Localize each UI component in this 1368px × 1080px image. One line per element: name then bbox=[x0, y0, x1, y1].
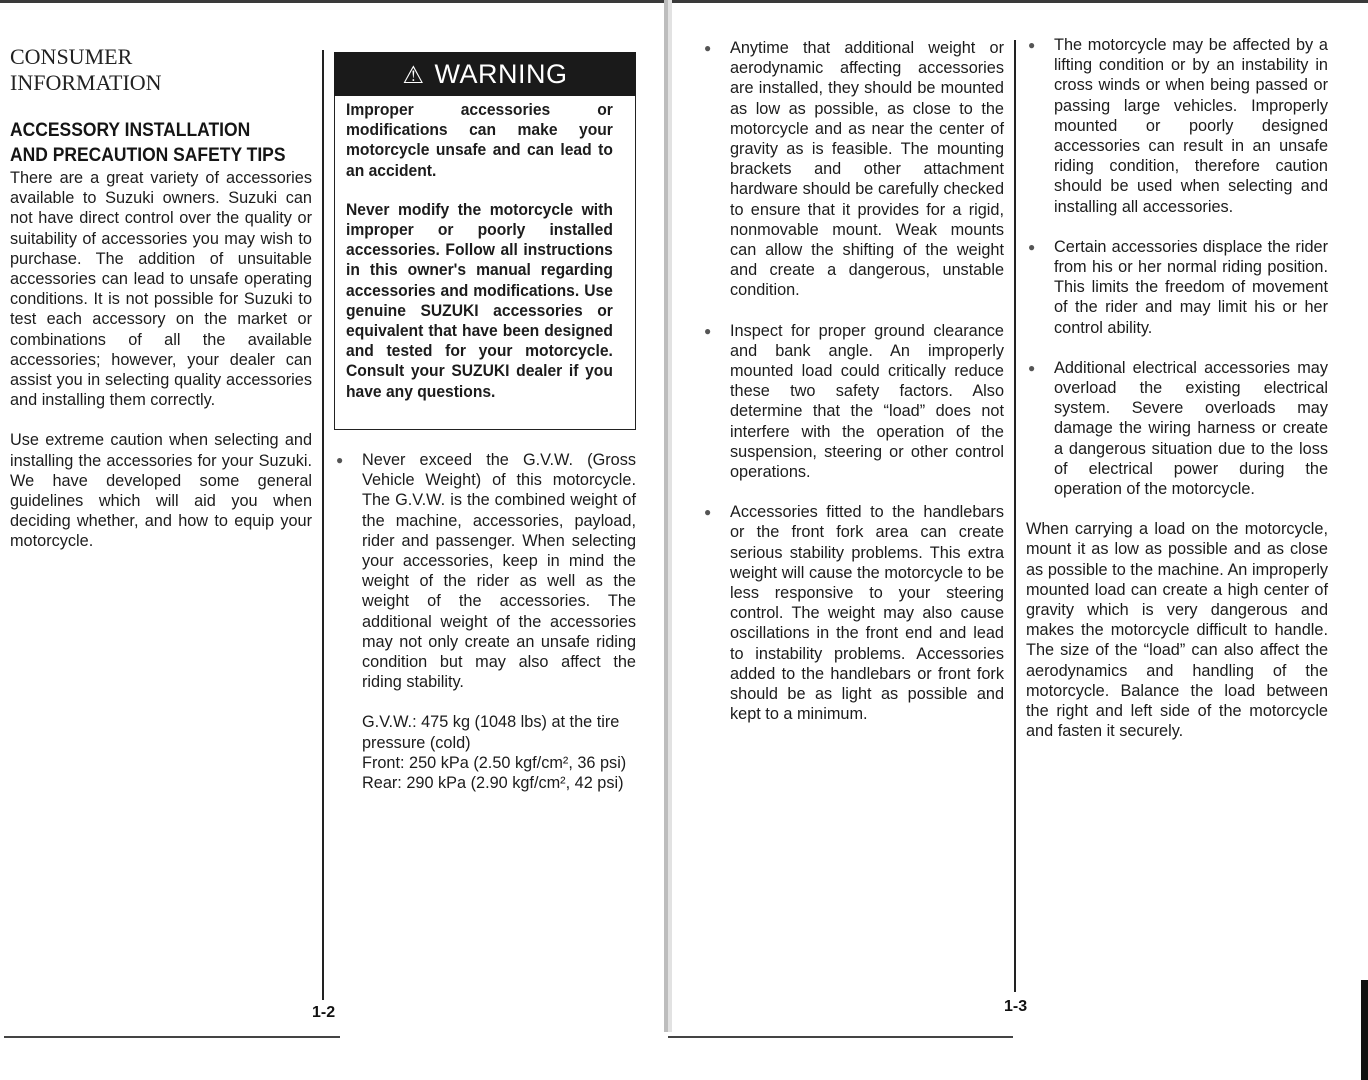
bullet-electrical bbox=[1026, 358, 1328, 499]
right-page-bottom-edge bbox=[668, 1036, 1013, 1038]
right-column-2 bbox=[1026, 35, 1328, 742]
bullet-icon: ● bbox=[704, 505, 712, 520]
bullet-mounting bbox=[702, 38, 1004, 301]
gvw-bullet-text: Never exceed the G.V.W. (Gross Vehicle Weight) of this motorcycle. The G.V.W. is the combined weight of the machine, accessories, payload, rider and passenger. When selecting your accessories, keep in mind the weight of the rider as well as the weight of the accessories. The additional weight of the accessories may not only create an unsafe riding condition but may also affect the riding stability. bbox=[362, 451, 636, 692]
bullet-icon: ● bbox=[704, 41, 712, 55]
right-column-1 bbox=[702, 38, 1004, 725]
bullet-icon: ● bbox=[704, 323, 712, 338]
section-title bbox=[10, 44, 162, 96]
warning-title: WARNING bbox=[434, 59, 568, 89]
accessory-heading: ACCESSORY INSTALLATION AND PRECAUTION SAFETY TIPS bbox=[10, 120, 286, 166]
book-spine-shadow bbox=[668, 0, 672, 1032]
warning-body bbox=[346, 100, 613, 421]
intro-paragraph-1: There are a great variety of accessories available to Suzuki owners. Suzuki can not have direct control over the quality or suitability of accessories you may wish to purchase. The addition of unsuitable accessories can lead to unsafe operating conditions. It is not possible for Suzuki to test each accessory on the market or combinations of all the available accessories; however, your dealer can assist you in selecting quality accessories and installing them correctly. bbox=[10, 169, 312, 410]
warning-paragraph-2: Never modify the motorcycle with improper or poorly installed accessories. Follow all instructions in this owner's manual regarding accessories and modifications. Use genuine SUZUKI accessories or equivalent that have been designed and tested for your motorcycle. Consult your SUZUKI dealer if you have any questions. bbox=[346, 200, 613, 401]
page-edge-mark bbox=[1361, 980, 1368, 1080]
page-number-right: 1-3 bbox=[1004, 998, 1028, 1015]
gvw-spec: G.V.W.: 475 kg (1048 lbs) at the tire pressure (cold) bbox=[362, 713, 620, 752]
bullet-crosswinds bbox=[1026, 35, 1328, 217]
load-paragraph: When carrying a load on the motorcycle, mount it as low as possible and as close as possible to the machine. An improperly mounted load can create a high center of gravity which is very dangerous and makes the motorcycle difficult to handle. The size of the “load” can also affect the aerodynamics and handling of the motorcycle. Balance the load between the right and left side of the motorcycle and fasten it securely. bbox=[1026, 520, 1328, 741]
rear-tire-pressure: Rear: 290 kPa (2.90 kgf/cm², 42 psi) bbox=[362, 774, 624, 793]
left-page-bottom-edge bbox=[4, 1036, 340, 1038]
gvw-bullet bbox=[334, 450, 636, 692]
bullet-crosswinds-text: The motorcycle may be affected by a lifting condition or by an instability in cross winds or when being passed or passing large vehicles. Improperly mounted or poorly designed accessories can result in an unsafe riding condition, therefore caution should be used when selecting and installing all accessories. bbox=[1054, 36, 1328, 216]
bullet-riding-position-text: Certain accessories displace the rider from his or her normal riding position. This limits the freedom of movement of the rider and may limit his or her control ability. bbox=[1054, 237, 1328, 337]
warning-triangle-icon: ⚠ bbox=[402, 62, 425, 89]
bullet-riding-position bbox=[1026, 237, 1328, 338]
right-column-divider bbox=[1014, 40, 1016, 992]
left-column-divider bbox=[322, 50, 324, 1000]
intro-paragraph-2: Use extreme caution when selecting and installing the accessories for your Suzuki. We have developed some general guidelines which will aid you when deciding whether, and how to equip your motorcycle. bbox=[10, 431, 312, 551]
warning-header bbox=[334, 52, 636, 96]
gvw-section bbox=[334, 450, 636, 793]
bullet-handlebars-text: Accessories fitted to the handlebars or the front fork area can create serious stability problems. This extra weight will cause the motorcycle to be less responsive to your steering control. The weight may also cause oscillations in the front end and lead to instability problems. Accessories added to the handlebars or front fork should be as light as possible and kept to a minimum. bbox=[730, 503, 1004, 724]
bullet-icon: ● bbox=[1028, 38, 1036, 52]
bullet-icon: ● bbox=[1028, 239, 1036, 254]
bullet-clearance-text: Inspect for proper ground clearance and bank angle. An improperly mounted load could critically reduce these two safety factors. Also determine that the “load” does not interfere with the operation of the suspension, steering or other control operations. bbox=[730, 321, 1004, 482]
page-top-edge bbox=[0, 0, 1368, 3]
section-title-line-2: INFORMATION bbox=[10, 70, 162, 95]
gvw-spec-block bbox=[334, 712, 636, 793]
bullet-electrical-text: Additional electrical accessories may overload the existing electrical system. Severe overloads may damage the wiring harness or create a dangerous situation due to the loss of electrical power during the operation of the motorcycle. bbox=[1054, 358, 1328, 499]
bullet-handlebars bbox=[702, 502, 1004, 724]
bullet-icon: ● bbox=[336, 453, 344, 467]
intro-text bbox=[10, 168, 312, 552]
page-number-left: 1-2 bbox=[312, 1004, 336, 1021]
section-title-line-1: CONSUMER bbox=[10, 44, 133, 69]
warning-paragraph-1: Improper accessories or modifications can make your motorcycle unsafe and can lead to an accident. bbox=[346, 101, 613, 180]
bullet-clearance bbox=[702, 321, 1004, 483]
front-tire-pressure: Front: 250 kPa (2.50 kgf/cm², 36 psi) bbox=[362, 753, 627, 772]
bullet-icon: ● bbox=[1028, 360, 1036, 375]
bullet-mounting-text: Anytime that additional weight or aerodynamic affecting accessories are installed, they should be mounted as low as possible, as close to the motorcycle and as near the center of gravity as is feasible. The mounting brackets and other attachment hardware should be carefully checked to ensure that it provides for a rigid, nonmovable mount. Weak mounts can allow the shifting of the weight and create a dangerous, unstable condition. bbox=[730, 39, 1004, 300]
